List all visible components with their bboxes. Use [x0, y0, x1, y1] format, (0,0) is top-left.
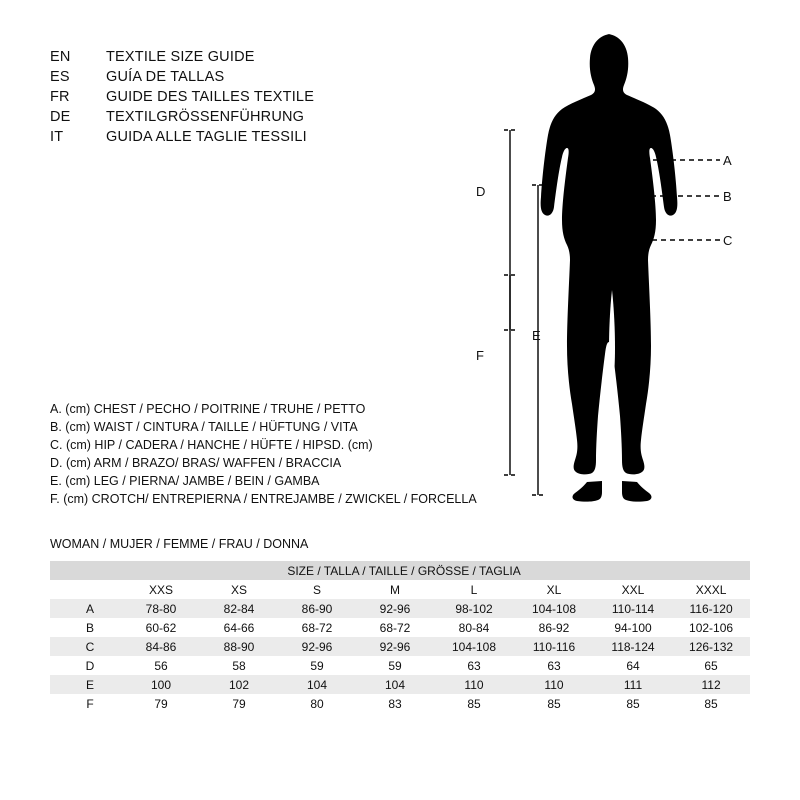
size-table-wrapper — [50, 561, 750, 713]
cell-a-s: 86-90 — [301, 601, 333, 616]
cell-b-xl: 86-92 — [538, 620, 570, 635]
column-header-m: M — [390, 582, 400, 597]
row-label-a: A — [85, 601, 94, 616]
legend-block — [50, 400, 520, 508]
cell-e-xxxl: 112 — [701, 677, 721, 692]
label-d: D — [476, 184, 486, 199]
title-text-it: GUIDA ALLE TAGLIE TESSILI — [106, 129, 307, 145]
legend-item-e: E. (cm) LEG / PIERNA/ JAMBE / BEIN / GAMBA — [50, 474, 320, 488]
title-text-en: TEXTILE SIZE GUIDE — [106, 49, 255, 65]
cell-b-m: 68-72 — [379, 620, 411, 635]
cell-c-xs: 88-90 — [223, 639, 255, 654]
table-row — [50, 599, 750, 618]
title-lang-it: IT — [50, 129, 64, 145]
table-row — [50, 656, 750, 675]
cell-f-m: 83 — [388, 696, 402, 711]
cell-e-xxl: 111 — [623, 677, 643, 692]
table-row — [50, 618, 750, 637]
cell-f-s: 80 — [310, 696, 324, 711]
cell-f-xxs: 79 — [154, 696, 168, 711]
title-row — [50, 47, 430, 67]
cell-d-s: 59 — [310, 658, 324, 673]
table-row — [50, 694, 750, 713]
cell-e-xl: 110 — [544, 677, 564, 692]
column-header-xxxl: XXXL — [695, 582, 727, 597]
title-lang-es: ES — [50, 69, 70, 85]
cell-f-xxxl: 85 — [704, 696, 718, 711]
title-text-fr: GUIDE DES TAILLES TEXTILE — [106, 89, 315, 105]
cell-c-xxxl: 126-132 — [689, 639, 734, 654]
legend-item-f: F. (cm) CROTCH/ ENTREPIERNA / ENTREJAMBE / ZWICKEL / FORCELLA — [50, 492, 477, 506]
title-lang-en: EN — [50, 49, 71, 65]
column-header-xs: XS — [230, 582, 247, 597]
cell-d-xxs: 56 — [154, 658, 168, 673]
cell-e-xs: 102 — [228, 677, 250, 692]
cell-d-xxxl: 65 — [704, 658, 718, 673]
cell-f-xs: 79 — [232, 696, 246, 711]
column-header-l: L — [470, 582, 478, 597]
cell-e-xxs: 100 — [150, 677, 172, 692]
table-row — [50, 637, 750, 656]
row-label-d: D — [85, 658, 95, 673]
cell-c-xxs: 84-86 — [145, 639, 177, 654]
cell-c-xl: 110-116 — [532, 639, 576, 654]
table-row — [50, 675, 750, 694]
cell-a-xxs: 78-80 — [145, 601, 177, 616]
legend-item-c: C. (cm) HIP / CADERA / HANCHE / HÜFTE / HIPSD. (cm) — [50, 438, 373, 452]
column-header-xxs: XXS — [148, 582, 173, 597]
cell-d-xs: 58 — [232, 658, 246, 673]
column-header-blank — [50, 580, 122, 599]
title-lang-de: DE — [50, 109, 71, 125]
female-silhouette-icon — [541, 34, 678, 502]
cell-e-m: 104 — [384, 677, 406, 692]
cell-c-s: 92-96 — [301, 639, 333, 654]
size-table — [50, 561, 750, 713]
title-block — [50, 47, 430, 147]
label-e: E — [532, 328, 541, 343]
legend-heading-woman: WOMAN / MUJER / FEMME / FRAU / DONNA — [50, 537, 309, 551]
cell-c-l: 104-108 — [451, 639, 497, 654]
column-header-xxl: XXL — [621, 582, 645, 597]
title-text-de: TEXTILGRÖSSENFÜHRUNG — [106, 109, 305, 125]
cell-f-xl: 85 — [547, 696, 561, 711]
cell-c-xxl: 118-124 — [611, 639, 655, 654]
cell-a-xxxl: 116-120 — [689, 601, 733, 616]
cell-b-xxxl: 102-106 — [689, 620, 734, 635]
label-a: A — [723, 153, 732, 168]
table-header-title-row — [50, 561, 750, 580]
cell-d-l: 63 — [467, 658, 481, 673]
legend-item-a: A. (cm) CHEST / PECHO / POITRINE / TRUHE / PETTO — [50, 402, 366, 416]
cell-c-m: 92-96 — [379, 639, 411, 654]
label-f: F — [476, 348, 484, 363]
cell-a-xs: 82-84 — [223, 601, 255, 616]
title-text-es: GUÍA DE TALLAS — [106, 69, 225, 85]
cell-a-m: 92-96 — [379, 601, 411, 616]
row-label-f: F — [86, 696, 94, 711]
cell-d-xxl: 64 — [626, 658, 640, 673]
label-c: C — [723, 233, 733, 248]
cell-b-xxl: 94-100 — [614, 620, 652, 635]
table-header-title: SIZE / TALLA / TAILLE / GRÖSSE / TAGLIA — [287, 563, 521, 578]
cell-a-l: 98-102 — [455, 601, 493, 616]
title-row — [50, 107, 430, 127]
cell-b-s: 68-72 — [301, 620, 333, 635]
row-label-b: B — [85, 620, 94, 635]
title-row — [50, 127, 430, 147]
cell-e-l: 110 — [464, 677, 484, 692]
cell-f-l: 85 — [467, 696, 481, 711]
legend-item-b: B. (cm) WAIST / CINTURA / TAILLE / HÜFTUNG / VITA — [50, 420, 358, 434]
cell-a-xxl: 110-114 — [611, 601, 655, 616]
cell-e-s: 104 — [306, 677, 328, 692]
row-label-c: C — [85, 639, 95, 654]
label-b: B — [723, 189, 732, 204]
legend-item-d: D. (cm) ARM / BRAZO/ BRAS/ WAFFEN / BRACCIA — [50, 456, 342, 470]
row-label-e: E — [85, 677, 94, 692]
cell-a-xl: 104-108 — [531, 601, 577, 616]
cell-b-xs: 64-66 — [223, 620, 255, 635]
cell-d-xl: 63 — [547, 658, 561, 673]
title-row — [50, 67, 430, 87]
title-row — [50, 87, 430, 107]
cell-b-xxs: 60-62 — [145, 620, 177, 635]
column-header-xl: XL — [546, 582, 562, 597]
cell-b-l: 80-84 — [458, 620, 490, 635]
cell-f-xxl: 85 — [626, 696, 640, 711]
table-column-header-row — [50, 580, 750, 599]
column-header-s: S — [312, 582, 321, 597]
title-lang-fr: FR — [50, 89, 70, 105]
cell-d-m: 59 — [388, 658, 402, 673]
